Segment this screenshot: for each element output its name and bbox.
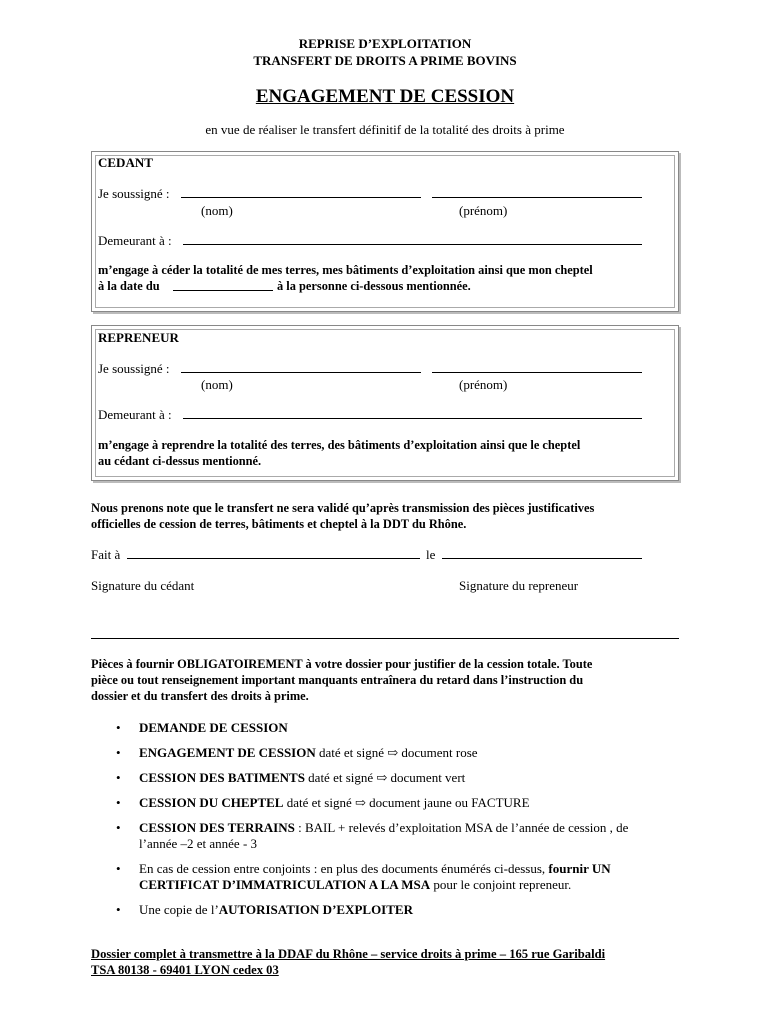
repreneur-engage-line-1: m’engage à reprendre la totalité des terres, des bâtiments d’exploitation ainsi que le cheptel xyxy=(98,438,581,452)
list-item-text: daté et signé ⇨ document rose xyxy=(315,745,478,760)
list-item-bold: fournir UN xyxy=(548,861,611,876)
list-item-bold: ENGAGEMENT DE CESSION xyxy=(139,745,316,760)
cedant-engage-line-2b: à la personne ci-dessous mentionnée. xyxy=(277,279,471,293)
list-item xyxy=(139,861,689,893)
cedant-prenom-field[interactable] xyxy=(432,187,642,198)
fait-lieu-field[interactable] xyxy=(127,548,420,559)
list-item xyxy=(139,820,689,852)
note-line-2: officielles de cession de terres, bâtiments et cheptel à la DDT du Rhône. xyxy=(91,517,467,531)
bullet-icon: • xyxy=(116,770,121,785)
divider xyxy=(91,638,679,639)
bullet-icon: • xyxy=(116,861,121,876)
list-item-bold: CESSION DES BATIMENTS xyxy=(139,770,305,785)
repreneur-nom-field[interactable] xyxy=(181,362,421,373)
list-item-bold: CESSION DES TERRAINS xyxy=(139,820,295,835)
cedant-prenom-label: (prénom) xyxy=(459,203,508,218)
bullet-icon: • xyxy=(116,795,121,810)
cedant-date-field[interactable] xyxy=(173,280,273,291)
list-item-text: : BAIL + relevés d’exploitation MSA de l’année de cession , de xyxy=(294,820,629,835)
signature-repreneur-label: Signature du repreneur xyxy=(459,578,579,593)
repreneur-demeurant-label: Demeurant à : xyxy=(98,407,172,422)
page-title: ENGAGEMENT DE CESSION xyxy=(255,86,515,107)
le-label: le xyxy=(426,547,436,562)
repreneur-prenom-field[interactable] xyxy=(432,362,642,373)
list-item-text-line-2: pour le conjoint repreneur. xyxy=(430,877,572,892)
header-line-1: REPRISE D’EXPLOITATION xyxy=(298,36,472,51)
pieces-line-3: dossier et du transfert des droits à prime. xyxy=(91,689,309,703)
list-item-text-line-2: l’année –2 et année - 3 xyxy=(139,836,258,851)
cedant-heading: CEDANT xyxy=(98,155,153,170)
list-item xyxy=(139,720,689,736)
repreneur-nom-label: (nom) xyxy=(201,377,233,392)
bullet-icon: • xyxy=(116,720,121,735)
list-item-bold-line-2: CERTIFICAT D’IMMATRICULATION A LA MSA xyxy=(139,877,431,892)
fait-label: Fait à xyxy=(91,547,121,562)
cedant-nom-label: (nom) xyxy=(201,203,233,218)
list-item-text: daté et signé ⇨ document vert xyxy=(304,770,466,785)
list-item xyxy=(139,745,689,761)
page-subtitle: en vue de réaliser le transfert définitif de la totalité des droits à prime xyxy=(205,122,565,137)
cedant-demeurant-field[interactable] xyxy=(183,234,642,245)
header-line-2: TRANSFERT DE DROITS A PRIME BOVINS xyxy=(253,53,517,68)
list-item-bold: DEMANDE DE CESSION xyxy=(139,720,288,735)
fait-date-field[interactable] xyxy=(442,548,642,559)
pieces-line-1: Pièces à fournir OBLIGATOIREMENT à votre dossier pour justifier de la cession totale. Toute xyxy=(91,657,593,671)
cedant-soussigne-label: Je soussigné : xyxy=(98,186,170,201)
list-item-text: En cas de cession entre conjoints : en plus des documents énumérés ci-dessus, xyxy=(139,861,549,876)
repreneur-demeurant-field[interactable] xyxy=(183,408,642,419)
pieces-line-2: pièce ou tout renseignement important manquants entraînera du retard dans l’instruction du xyxy=(91,673,584,687)
bullet-icon: • xyxy=(116,820,121,835)
signature-cedant-label: Signature du cédant xyxy=(91,578,195,593)
repreneur-soussigne-label: Je soussigné : xyxy=(98,361,170,376)
list-item-text: daté et signé ⇨ document jaune ou FACTURE xyxy=(283,795,530,810)
footer-line-2: TSA 80138 - 69401 LYON cedex 03 xyxy=(91,963,279,977)
list-item xyxy=(139,902,689,918)
footer-line-1: Dossier complet à transmettre à la DDAF du Rhône – service droits à prime – 165 rue Garibaldi xyxy=(91,947,606,961)
cedant-demeurant-label: Demeurant à : xyxy=(98,233,172,248)
list-item xyxy=(139,770,689,786)
cedant-engage-line-1: m’engage à céder la totalité de mes terres, mes bâtiments d’exploitation ainsi que mon cheptel xyxy=(98,263,593,277)
bullet-icon: • xyxy=(116,745,121,760)
repreneur-prenom-label: (prénom) xyxy=(459,377,508,392)
list-item-bold: AUTORISATION D’EXPLOITER xyxy=(218,902,413,917)
note-line-1: Nous prenons note que le transfert ne sera validé qu’après transmission des pièces justificatives xyxy=(91,501,595,515)
list-item xyxy=(139,795,689,811)
list-item-text: Une copie de l’ xyxy=(139,902,219,917)
repreneur-engage-line-2: au cédant ci-dessus mentionné. xyxy=(98,454,262,468)
bullet-icon: • xyxy=(116,902,121,917)
list-item-bold: CESSION DU CHEPTEL xyxy=(139,795,284,810)
cedant-nom-field[interactable] xyxy=(181,187,421,198)
repreneur-heading: REPRENEUR xyxy=(98,330,179,345)
cedant-engage-line-2a: à la date du xyxy=(98,279,160,293)
